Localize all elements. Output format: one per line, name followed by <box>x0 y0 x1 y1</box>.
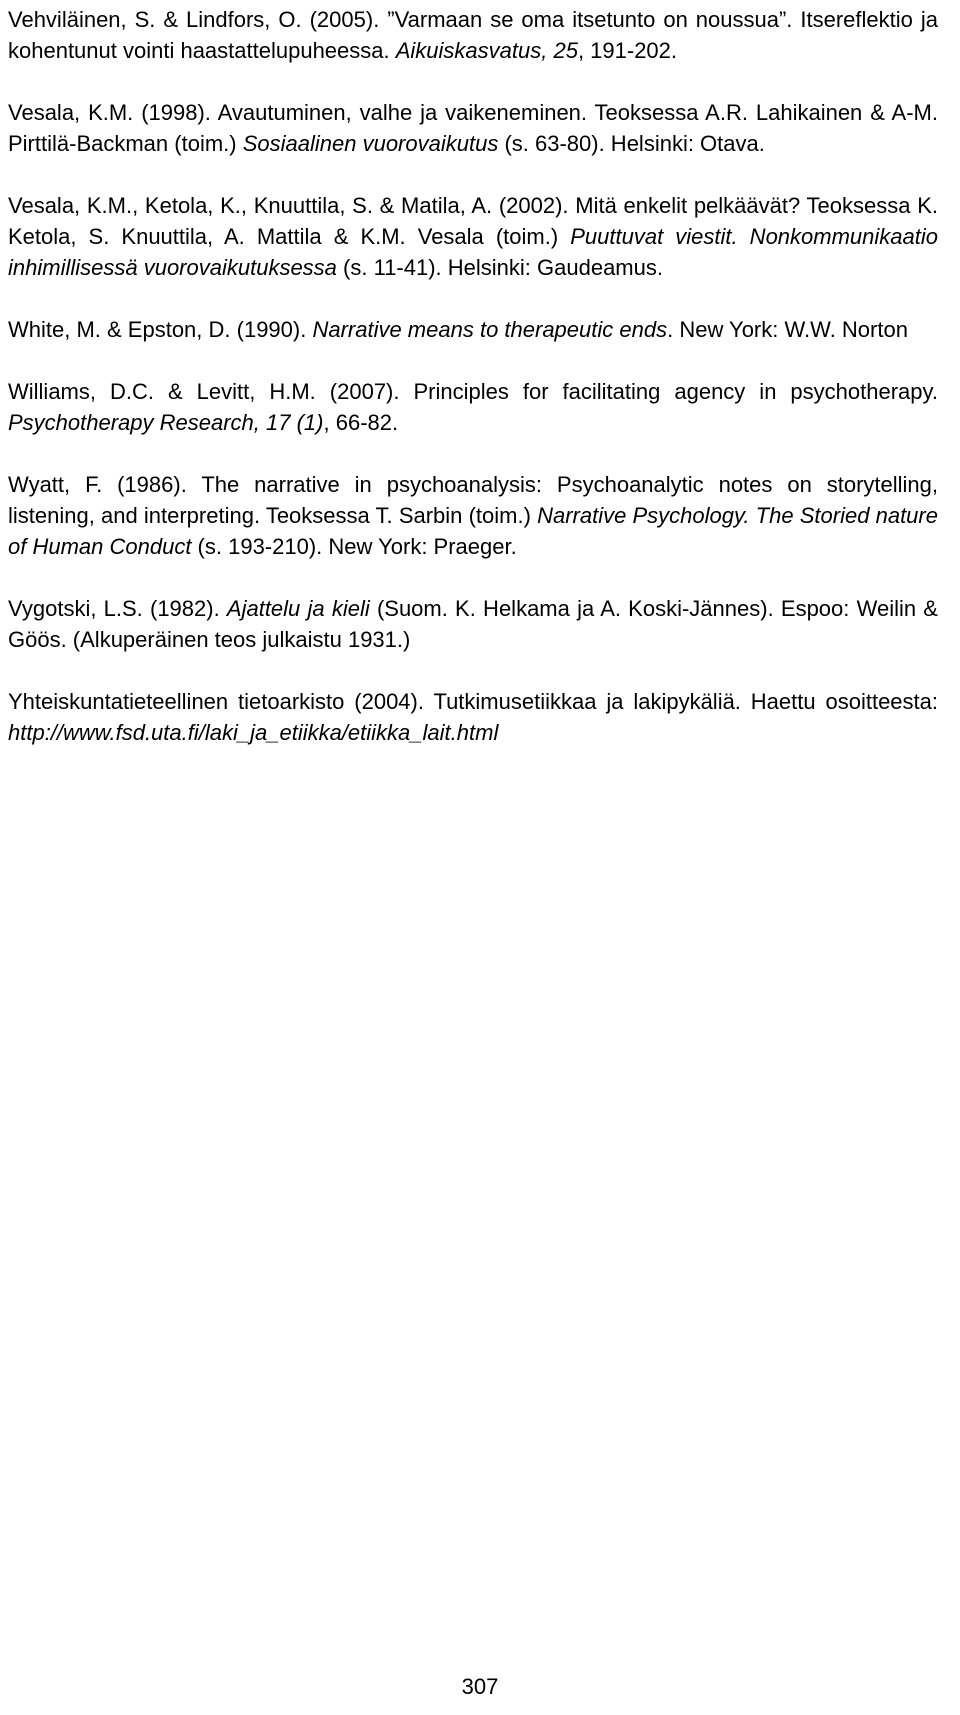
reference-journal: Aikuiskasvatus, 25 <box>395 38 578 63</box>
reference-text: Vesala, K.M. (1998). Avautuminen, valhe ja vaikeneminen. Teoksessa A.R. Lahikainen & A-M. Pirttilä-Backman (toim.) <box>8 100 938 156</box>
reference-book-title: Puuttuvat viestit. Nonkommunikaatio inhimillisessä vuorovaikutuksessa <box>8 224 938 280</box>
reference-text: Wyatt, F. (1986). The narrative in psychoanalysis: Psychoanalytic notes on storytelling, listening, and interpreting. Teoksessa T. Sarbin (toim.) <box>8 472 938 528</box>
reference-entry <box>8 314 938 345</box>
reference-text: , 191-202. <box>577 38 678 63</box>
reference-text: Vesala, K.M., Ketola, K., Knuuttila, S. & Matila, A. (2002). Mitä enkelit pelkäävät? Teoksessa K. Ketola, S. Knuuttila, A. Mattila & K.M. Vesala (toim.) <box>8 193 938 249</box>
reference-text: Vygotski, L.S. (1982). <box>8 596 227 621</box>
reference-book-title: Ajattelu ja kieli <box>226 596 370 621</box>
reference-text: . New York: W.W. Norton <box>667 317 908 342</box>
reference-book-title: Sosiaalinen vuorovaikutus <box>242 131 499 156</box>
reference-text: Williams, D.C. & Levitt, H.M. (2007). Principles for facilitating agency in psychotherapy. <box>8 379 938 404</box>
reference-text: , 66-82. <box>323 410 399 435</box>
reference-text: (Suom. K. Helkama ja A. Koski-Jännes). Espoo: Weilin & Göös. (Alkuperäinen teos julkaistu 1931.) <box>8 596 938 652</box>
reference-entry <box>8 593 938 655</box>
reference-text: Yhteiskuntatieteellinen tietoarkisto (2004). Tutkimusetiikkaa ja lakipykäliä. Haettu osoitteesta: <box>8 689 938 714</box>
reference-list <box>8 4 938 779</box>
reference-journal: Psychotherapy Research, 17 (1) <box>8 410 324 435</box>
reference-book-title: Narrative Psychology. The Storied nature of Human Conduct <box>8 503 938 559</box>
reference-entry <box>8 97 938 159</box>
reference-entry <box>8 686 938 748</box>
reference-text: (s. 11-41). Helsinki: Gaudeamus. <box>336 255 663 280</box>
reference-entry <box>8 4 938 66</box>
reference-text: (s. 63-80). Helsinki: Otava. <box>498 131 765 156</box>
reference-book-title: Narrative means to therapeutic ends <box>312 317 668 342</box>
page-number: 307 <box>461 1674 499 1699</box>
reference-entry <box>8 190 938 283</box>
reference-url: http://www.fsd.uta.fi/laki_ja_etiikka/etiikka_lait.html <box>8 720 499 745</box>
reference-text: White, M. & Epston, D. (1990). <box>8 317 313 342</box>
reference-entry <box>8 469 938 562</box>
reference-entry <box>8 376 938 438</box>
reference-text: Vehviläinen, S. & Lindfors, O. (2005). ”Varmaan se oma itsetunto on noussua”. Itsereflektio ja kohentunut vointi haastattelupuheessa. <box>8 7 938 63</box>
reference-text: (s. 193-210). New York: Praeger. <box>191 534 517 559</box>
